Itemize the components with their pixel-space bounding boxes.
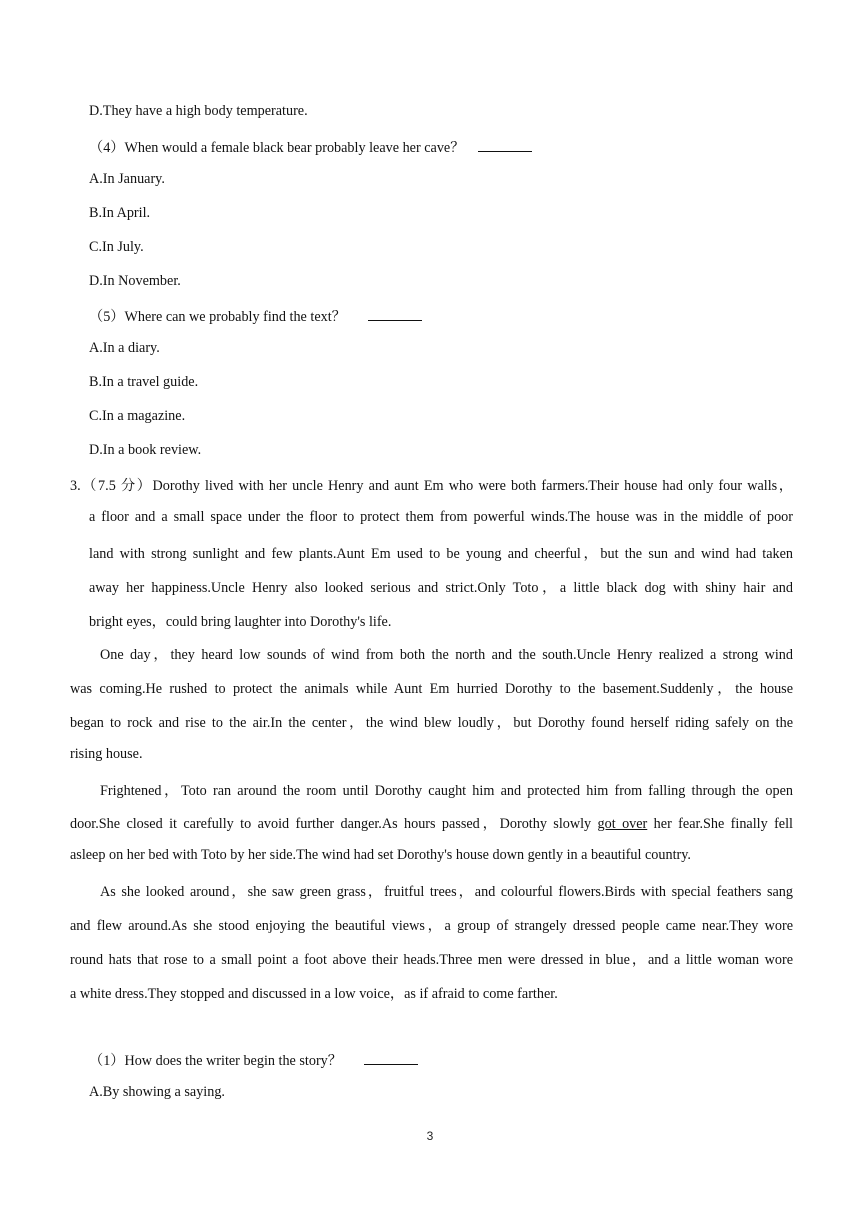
question-5-prompt: （5）Where can we probably find the text？	[89, 309, 346, 325]
question-1	[89, 1050, 418, 1070]
passage-line: and flew around.As she stood enjoying the beautiful views，a group of strangely dressed people came near.They wore	[70, 918, 793, 934]
answer-blank[interactable]	[368, 309, 422, 321]
question-1-prompt: （1）How does the writer begin the story？	[89, 1053, 342, 1069]
option-a: A.By showing a saying.	[89, 1084, 225, 1100]
question-4-prompt: （4）When would a female black bear probably leave her cave？	[89, 140, 465, 156]
passage-line: away her happiness.Uncle Henry also looked serious and strict.Only Toto，a little black dog with shiny hair and	[89, 580, 793, 596]
underlined-phrase: got over	[597, 816, 648, 832]
passage-line	[70, 813, 793, 833]
option-d: D.They have a high body temperature.	[89, 103, 308, 119]
answer-blank[interactable]	[364, 1053, 418, 1065]
question-4	[89, 137, 532, 157]
option-b: B.In April.	[89, 205, 151, 221]
passage-line: rising house.	[70, 746, 143, 762]
option-d: D.In November.	[89, 273, 181, 289]
passage-line: a white dress.They stopped and discussed in a low voice，as if afraid to come farther.	[70, 986, 558, 1002]
option-c: C.In July.	[89, 239, 144, 255]
option-c: C.In a magazine.	[89, 408, 186, 424]
page-number: 3	[426, 1129, 434, 1143]
option-d: D.In a book review.	[89, 442, 202, 458]
passage-line: was coming.He rushed to protect the animals while Aunt Em hurried Dorothy to the basement.Suddenly，the house	[70, 681, 793, 697]
passage-line: asleep on her bed with Toto by her side.The wind had set Dorothy's house down gently in a beautiful country.	[70, 847, 691, 863]
passage-line: a floor and a small space under the floor to protect them from powerful winds.The house was in the middle of poor	[89, 509, 793, 525]
passage-line: One day，they heard low sounds of wind from both the north and the south.Uncle Henry realized a strong wind	[100, 647, 793, 663]
passage-line: Frightened，Toto ran around the room until Dorothy caught him and protected him from falling through the open	[100, 783, 793, 799]
passage-line: land with strong sunlight and few plants.Aunt Em used to be young and cheerful，but the sun and wind had taken	[89, 546, 793, 562]
passage-line: round hats that rose to a small point a foot above their heads.Three men were dressed in blue，and a little woman wore	[70, 952, 793, 968]
passage-line: bright eyes，could bring laughter into Dorothy's life.	[89, 614, 392, 630]
passage-line: began to rock and rise to the air.In the center，the wind blew loudly，but Dorothy found herself riding safely on the	[70, 715, 793, 731]
question-5	[89, 306, 422, 326]
passage-line: 3.（7.5 分）Dorothy lived with her uncle Henry and aunt Em who were both farmers.Their house had only four walls，	[70, 478, 793, 494]
option-b: B.In a travel guide.	[89, 374, 199, 390]
passage-line: As she looked around，she saw green grass，fruitful trees，and colourful flowers.Birds with special feathers sang	[100, 884, 793, 900]
answer-blank[interactable]	[478, 140, 532, 152]
passage-text: her fear.She finally fell	[647, 816, 793, 832]
option-a: A.In January.	[89, 171, 165, 187]
option-a: A.In a diary.	[89, 340, 160, 356]
passage-text: door.She closed it carefully to avoid further danger.As hours passed，Dorothy slowly	[70, 816, 598, 832]
